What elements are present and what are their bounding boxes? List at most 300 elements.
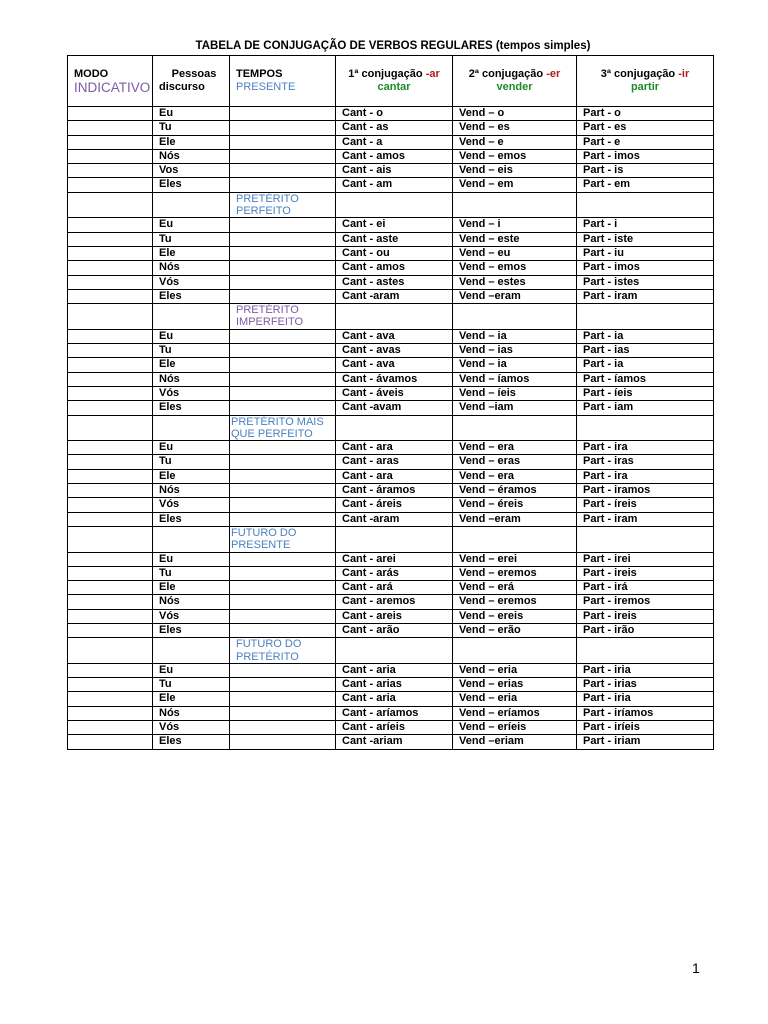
- conj1-verb: cantar: [377, 81, 411, 94]
- conj1-cell: Cant - areis: [336, 609, 453, 623]
- empty-cell: [577, 638, 714, 664]
- conj3-cell: Part - ia: [577, 329, 714, 343]
- conj2-verb: vender: [496, 81, 533, 94]
- empty-cell: [153, 415, 230, 441]
- conj3-cell: Part - íreis: [577, 498, 714, 512]
- empty-cell: [153, 304, 230, 330]
- pessoa-cell: Tu: [153, 232, 230, 246]
- pessoa-cell: Eu: [153, 107, 230, 121]
- modo-cell: [68, 623, 153, 637]
- conj2-cell: Vend – o: [453, 107, 577, 121]
- table-row: [68, 164, 714, 178]
- conj1-cell: Cant - aremos: [336, 595, 453, 609]
- table-row: [68, 663, 714, 677]
- tempo-cell: [230, 344, 336, 358]
- modo-cell: [68, 512, 153, 526]
- conj1-cell: Cant - ava: [336, 358, 453, 372]
- conj2-cell: Vend – emos: [453, 149, 577, 163]
- tense-cell: [230, 192, 336, 218]
- modo-cell: [68, 275, 153, 289]
- pessoa-cell: Eu: [153, 329, 230, 343]
- table-body: [68, 56, 714, 750]
- modo-cell: [68, 566, 153, 580]
- tempo-cell: [230, 455, 336, 469]
- modo-cell: [68, 121, 153, 135]
- modo-cell: [68, 469, 153, 483]
- pessoa-cell: Eu: [153, 552, 230, 566]
- conj2-cell: Vend – eríamos: [453, 706, 577, 720]
- tempos-label: TEMPOS: [236, 68, 283, 80]
- table-row: [68, 623, 714, 637]
- modo-cell: [68, 107, 153, 121]
- tempo-cell: [230, 149, 336, 163]
- conj2-cell: Vend – ereis: [453, 609, 577, 623]
- conj3-cell: Part - i: [577, 218, 714, 232]
- table-row: [68, 149, 714, 163]
- conj3-cell: Part - iram: [577, 289, 714, 303]
- modo-cell: [68, 401, 153, 415]
- conj3-cell: Part - ireis: [577, 609, 714, 623]
- pessoa-cell: Ele: [153, 246, 230, 260]
- conj2-cell: Vend – ia: [453, 358, 577, 372]
- header-row: [68, 56, 714, 107]
- pessoa-cell: Eles: [153, 401, 230, 415]
- conj2-cell: Vend – erei: [453, 552, 577, 566]
- empty-cell: [68, 526, 153, 552]
- conj3-verb: partir: [630, 81, 660, 94]
- modo-cell: [68, 289, 153, 303]
- tempo-cell: [230, 692, 336, 706]
- conj1-cell: Cant - arás: [336, 566, 453, 580]
- empty-cell: [153, 638, 230, 664]
- empty-cell: [577, 192, 714, 218]
- conj1-cell: Cant -aram: [336, 512, 453, 526]
- empty-cell: [453, 638, 577, 664]
- modo-cell: [68, 455, 153, 469]
- table-row: [68, 344, 714, 358]
- pessoa-cell: Nós: [153, 595, 230, 609]
- table-row: [68, 441, 714, 455]
- tense-cell: [230, 304, 336, 330]
- tempo-cell: [230, 121, 336, 135]
- empty-cell: [453, 526, 577, 552]
- conj3-cell: Part - irá: [577, 581, 714, 595]
- pessoa-cell: Ele: [153, 469, 230, 483]
- empty-cell: [453, 304, 577, 330]
- conj2-cell: Vend – ia: [453, 329, 577, 343]
- pessoa-cell: Nós: [153, 372, 230, 386]
- modo-cell: [68, 441, 153, 455]
- pessoa-cell: Tu: [153, 121, 230, 135]
- table-row: [68, 232, 714, 246]
- pessoa-cell: Ele: [153, 581, 230, 595]
- conj3-cell: Part - o: [577, 107, 714, 121]
- conj2-ending: -er: [546, 68, 561, 80]
- modo-cell: [68, 595, 153, 609]
- discurso-label: discurso: [159, 81, 205, 94]
- tempo-cell: [230, 735, 336, 749]
- conj1-cell: Cant - aríamos: [336, 706, 453, 720]
- tempo-cell: [230, 218, 336, 232]
- empty-cell: [453, 415, 577, 441]
- empty-cell: [68, 638, 153, 664]
- conj2-cell: Vend – ias: [453, 344, 577, 358]
- table-row: [68, 484, 714, 498]
- tempo-cell: [230, 678, 336, 692]
- conj2-cell: Vend – es: [453, 121, 577, 135]
- modo-cell: [68, 164, 153, 178]
- pessoa-cell: Vos: [153, 164, 230, 178]
- table-row: [68, 455, 714, 469]
- tense-row: [68, 304, 714, 330]
- modo-cell: [68, 678, 153, 692]
- conj1-cell: Cant - avas: [336, 344, 453, 358]
- tempo-cell: [230, 581, 336, 595]
- table-row: [68, 107, 714, 121]
- pessoa-cell: Tu: [153, 455, 230, 469]
- empty-cell: [68, 304, 153, 330]
- table-row: [68, 552, 714, 566]
- pessoa-cell: Ele: [153, 358, 230, 372]
- pessoa-cell: Ele: [153, 692, 230, 706]
- table-row: [68, 609, 714, 623]
- conj2-cell: Vend – íeis: [453, 386, 577, 400]
- conj2-cell: Vend – erias: [453, 678, 577, 692]
- tempo-cell: [230, 358, 336, 372]
- modo-cell: [68, 135, 153, 149]
- pessoa-cell: Eu: [153, 663, 230, 677]
- conj3-cell: Part - iras: [577, 455, 714, 469]
- conj3-cell: Part - irei: [577, 552, 714, 566]
- conj3-cell: Part - íamos: [577, 372, 714, 386]
- tempo-cell: [230, 289, 336, 303]
- conj2-cell: Vend – eria: [453, 663, 577, 677]
- conj3-ending: -ir: [678, 68, 690, 80]
- table-row: [68, 372, 714, 386]
- modo-cell: [68, 692, 153, 706]
- pessoa-cell: Eles: [153, 735, 230, 749]
- page-number: 1: [692, 960, 700, 976]
- pessoa-cell: Nós: [153, 149, 230, 163]
- tempo-cell: [230, 372, 336, 386]
- conj1-cell: Cant - arias: [336, 678, 453, 692]
- tense-cell: [230, 638, 336, 664]
- conj1-cell: Cant - aríeis: [336, 721, 453, 735]
- modo-cell: [68, 735, 153, 749]
- conj3-cell: Part - e: [577, 135, 714, 149]
- table-row: [68, 401, 714, 415]
- modo-cell: [68, 372, 153, 386]
- pessoa-cell: Eles: [153, 623, 230, 637]
- table-row: [68, 358, 714, 372]
- tempo-cell: [230, 663, 336, 677]
- conj2-cell: Vend – em: [453, 178, 577, 192]
- tempo-cell: [230, 706, 336, 720]
- tense-row: [68, 526, 714, 552]
- conj1-cell: Cant - amos: [336, 149, 453, 163]
- conj1-cell: Cant - am: [336, 178, 453, 192]
- tense-label: PRETÉRITO PERFEITO: [236, 192, 299, 218]
- tempo-cell: [230, 721, 336, 735]
- conj3-cell: Part - ira: [577, 441, 714, 455]
- tempo-cell: [230, 232, 336, 246]
- conj2-cell: Vend –eriam: [453, 735, 577, 749]
- table-row: [68, 121, 714, 135]
- conj1-cell: Cant - ais: [336, 164, 453, 178]
- conj3-cell: Part - em: [577, 178, 714, 192]
- conj3-cell: Part - ira: [577, 469, 714, 483]
- modo-cell: [68, 344, 153, 358]
- conj3-cell: Part - iria: [577, 663, 714, 677]
- pessoa-cell: Eles: [153, 289, 230, 303]
- conj2-cell: Vend – este: [453, 232, 577, 246]
- tense-label: PRETÉRITO IMPERFEITO: [236, 304, 304, 329]
- conj3-cell: Part - iu: [577, 246, 714, 260]
- conj1-cell: Cant - as: [336, 121, 453, 135]
- conj3-header-cell: [577, 56, 714, 107]
- conj1-cell: Cant - ará: [336, 581, 453, 595]
- tempo-cell: [230, 275, 336, 289]
- conj2-header-cell: [453, 56, 577, 107]
- tense-label: FUTURO DO PRETÉRITO: [236, 638, 302, 663]
- tempo-cell: [230, 107, 336, 121]
- empty-cell: [336, 304, 453, 330]
- conj2-cell: Vend –eram: [453, 512, 577, 526]
- pessoa-cell: Vós: [153, 386, 230, 400]
- conj3-cell: Part - irão: [577, 623, 714, 637]
- modo-cell: [68, 178, 153, 192]
- conj2-cell: Vend –eram: [453, 289, 577, 303]
- table-row: [68, 566, 714, 580]
- empty-cell: [336, 192, 453, 218]
- table-row: [68, 735, 714, 749]
- modo-label: MODO: [74, 68, 109, 80]
- conj2-cell: Vend – eremos: [453, 595, 577, 609]
- conj3-cell: Part - iste: [577, 232, 714, 246]
- conjugation-table: [67, 55, 714, 750]
- page-title: TABELA DE CONJUGAÇÃO DE VERBOS REGULARES (tempos simples): [195, 40, 591, 52]
- pessoa-cell: Eles: [153, 512, 230, 526]
- table-row: [68, 218, 714, 232]
- tempo-cell: [230, 623, 336, 637]
- conj3-cell: Part - iríeis: [577, 721, 714, 735]
- table-row: [68, 386, 714, 400]
- conj3-cell: Part - ireis: [577, 566, 714, 580]
- table-row: [68, 261, 714, 275]
- conj1-cell: Cant - arei: [336, 552, 453, 566]
- modo-cell: [68, 663, 153, 677]
- tempo-cell: [230, 512, 336, 526]
- modo-cell: [68, 149, 153, 163]
- pessoa-cell: Vós: [153, 721, 230, 735]
- modo-cell: [68, 246, 153, 260]
- modo-cell: [68, 609, 153, 623]
- conj1-cell: Cant - aras: [336, 455, 453, 469]
- modo-cell: [68, 358, 153, 372]
- table-row: [68, 329, 714, 343]
- conj1-cell: Cant - aria: [336, 663, 453, 677]
- table-row: [68, 721, 714, 735]
- conj1-cell: Cant - ávamos: [336, 372, 453, 386]
- conj1-cell: Cant -ariam: [336, 735, 453, 749]
- empty-cell: [336, 415, 453, 441]
- tempo-cell: [230, 386, 336, 400]
- conj1-label: 1ª conjugação: [348, 68, 426, 80]
- pessoa-cell: Vós: [153, 275, 230, 289]
- tense-row: [68, 192, 714, 218]
- tempo-cell: [230, 609, 336, 623]
- conj1-header-cell: [336, 56, 453, 107]
- pessoa-cell: Eu: [153, 218, 230, 232]
- modo-cell: [68, 218, 153, 232]
- conj2-cell: Vend – erão: [453, 623, 577, 637]
- conj2-cell: Vend – eis: [453, 164, 577, 178]
- tense-label: FUTURO DO PRESENTE: [231, 526, 297, 552]
- table-row: [68, 289, 714, 303]
- conj3-cell: Part - ias: [577, 344, 714, 358]
- conj1-cell: Cant - a: [336, 135, 453, 149]
- conj2-cell: Vend – era: [453, 441, 577, 455]
- conj1-cell: Cant - ara: [336, 469, 453, 483]
- conj2-cell: Vend – eremos: [453, 566, 577, 580]
- pessoa-cell: Tu: [153, 344, 230, 358]
- conj2-cell: Vend – e: [453, 135, 577, 149]
- conj1-cell: Cant - áveis: [336, 386, 453, 400]
- conj3-cell: Part - iria: [577, 692, 714, 706]
- conj3-cell: Part - imos: [577, 261, 714, 275]
- conj2-cell: Vend –iam: [453, 401, 577, 415]
- tense-cell: [230, 526, 336, 552]
- conj3-cell: Part - ia: [577, 358, 714, 372]
- empty-cell: [336, 526, 453, 552]
- conj2-cell: Vend – éramos: [453, 484, 577, 498]
- modo-cell: [68, 552, 153, 566]
- conj1-cell: Cant - ou: [336, 246, 453, 260]
- modo-cell: [68, 581, 153, 595]
- pessoa-cell: Nós: [153, 706, 230, 720]
- conj1-cell: Cant - ara: [336, 441, 453, 455]
- conj3-cell: Part - is: [577, 164, 714, 178]
- conj1-cell: Cant - arão: [336, 623, 453, 637]
- tempo-cell: [230, 135, 336, 149]
- empty-cell: [153, 526, 230, 552]
- conj2-cell: Vend – íamos: [453, 372, 577, 386]
- table-row: [68, 706, 714, 720]
- conj2-label: 2ª conjugação: [468, 68, 547, 80]
- pessoa-cell: Nós: [153, 484, 230, 498]
- table-row: [68, 595, 714, 609]
- table-row: [68, 692, 714, 706]
- empty-cell: [577, 304, 714, 330]
- modo-cell: [68, 329, 153, 343]
- conj3-cell: Part - istes: [577, 275, 714, 289]
- conj2-cell: Vend – era: [453, 469, 577, 483]
- tempo-cell: [230, 164, 336, 178]
- conj3-cell: Part - íeis: [577, 386, 714, 400]
- tempo-cell: [230, 441, 336, 455]
- conj2-cell: Vend – eu: [453, 246, 577, 260]
- pessoa-cell: Eu: [153, 441, 230, 455]
- table-row: [68, 275, 714, 289]
- empty-cell: [577, 526, 714, 552]
- empty-cell: [453, 192, 577, 218]
- tempo-cell: [230, 498, 336, 512]
- modo-header-cell: [68, 56, 153, 107]
- modo-cell: [68, 484, 153, 498]
- conj1-cell: Cant - ava: [336, 329, 453, 343]
- tempo-cell: [230, 484, 336, 498]
- empty-cell: [68, 415, 153, 441]
- conj3-cell: Part - imos: [577, 149, 714, 163]
- tempo-cell: [230, 178, 336, 192]
- conj3-cell: Part - iríamos: [577, 706, 714, 720]
- conj1-ending: -ar: [425, 68, 440, 80]
- pessoa-cell: Vós: [153, 609, 230, 623]
- tempo-cell: [230, 469, 336, 483]
- pessoas-label: Pessoas: [171, 68, 217, 80]
- tense-cell: [230, 415, 336, 441]
- empty-cell: [68, 192, 153, 218]
- conj2-cell: Vend – estes: [453, 275, 577, 289]
- tempo-cell: [230, 246, 336, 260]
- conj2-cell: Vend – emos: [453, 261, 577, 275]
- conj1-cell: Cant - aste: [336, 232, 453, 246]
- conj3-cell: Part - iram: [577, 512, 714, 526]
- conj2-cell: Vend – eríeis: [453, 721, 577, 735]
- tense-row: [68, 638, 714, 664]
- tempo-cell: [230, 566, 336, 580]
- conj1-cell: Cant - o: [336, 107, 453, 121]
- table-row: [68, 135, 714, 149]
- empty-cell: [577, 415, 714, 441]
- table-row: [68, 246, 714, 260]
- conj3-cell: Part - iriam: [577, 735, 714, 749]
- conj3-cell: Part - es: [577, 121, 714, 135]
- pessoa-cell: Nós: [153, 261, 230, 275]
- table-row: [68, 469, 714, 483]
- conj3-label: 3ª conjugação: [600, 68, 679, 80]
- conj3-cell: Part - iremos: [577, 595, 714, 609]
- conj2-cell: Vend – éreis: [453, 498, 577, 512]
- conj1-cell: Cant -aram: [336, 289, 453, 303]
- conj3-cell: Part - iramos: [577, 484, 714, 498]
- tempo-cell: [230, 261, 336, 275]
- conj3-cell: Part - irias: [577, 678, 714, 692]
- tempo-cell: [230, 329, 336, 343]
- pessoas-header-cell: [153, 56, 230, 107]
- pessoa-cell: Ele: [153, 135, 230, 149]
- tempo-cell: [230, 401, 336, 415]
- tempo-cell: [230, 595, 336, 609]
- modo-cell: [68, 721, 153, 735]
- conj1-cell: Cant - aria: [336, 692, 453, 706]
- modo-cell: [68, 386, 153, 400]
- pessoa-cell: Tu: [153, 566, 230, 580]
- pessoa-cell: Vós: [153, 498, 230, 512]
- empty-cell: [153, 192, 230, 218]
- pessoa-cell: Eles: [153, 178, 230, 192]
- tense-presente-label: PRESENTE: [236, 81, 296, 94]
- conj3-cell: Part - iam: [577, 401, 714, 415]
- tense-label: PRETÉRITO MAIS QUE PERFEITO: [231, 415, 324, 440]
- tempo-cell: [230, 552, 336, 566]
- modo-cell: [68, 232, 153, 246]
- conj1-cell: Cant - amos: [336, 261, 453, 275]
- tempos-header-cell: [230, 56, 336, 107]
- table-row: [68, 498, 714, 512]
- conj2-cell: Vend – eria: [453, 692, 577, 706]
- modo-value: INDICATIVO: [74, 80, 151, 96]
